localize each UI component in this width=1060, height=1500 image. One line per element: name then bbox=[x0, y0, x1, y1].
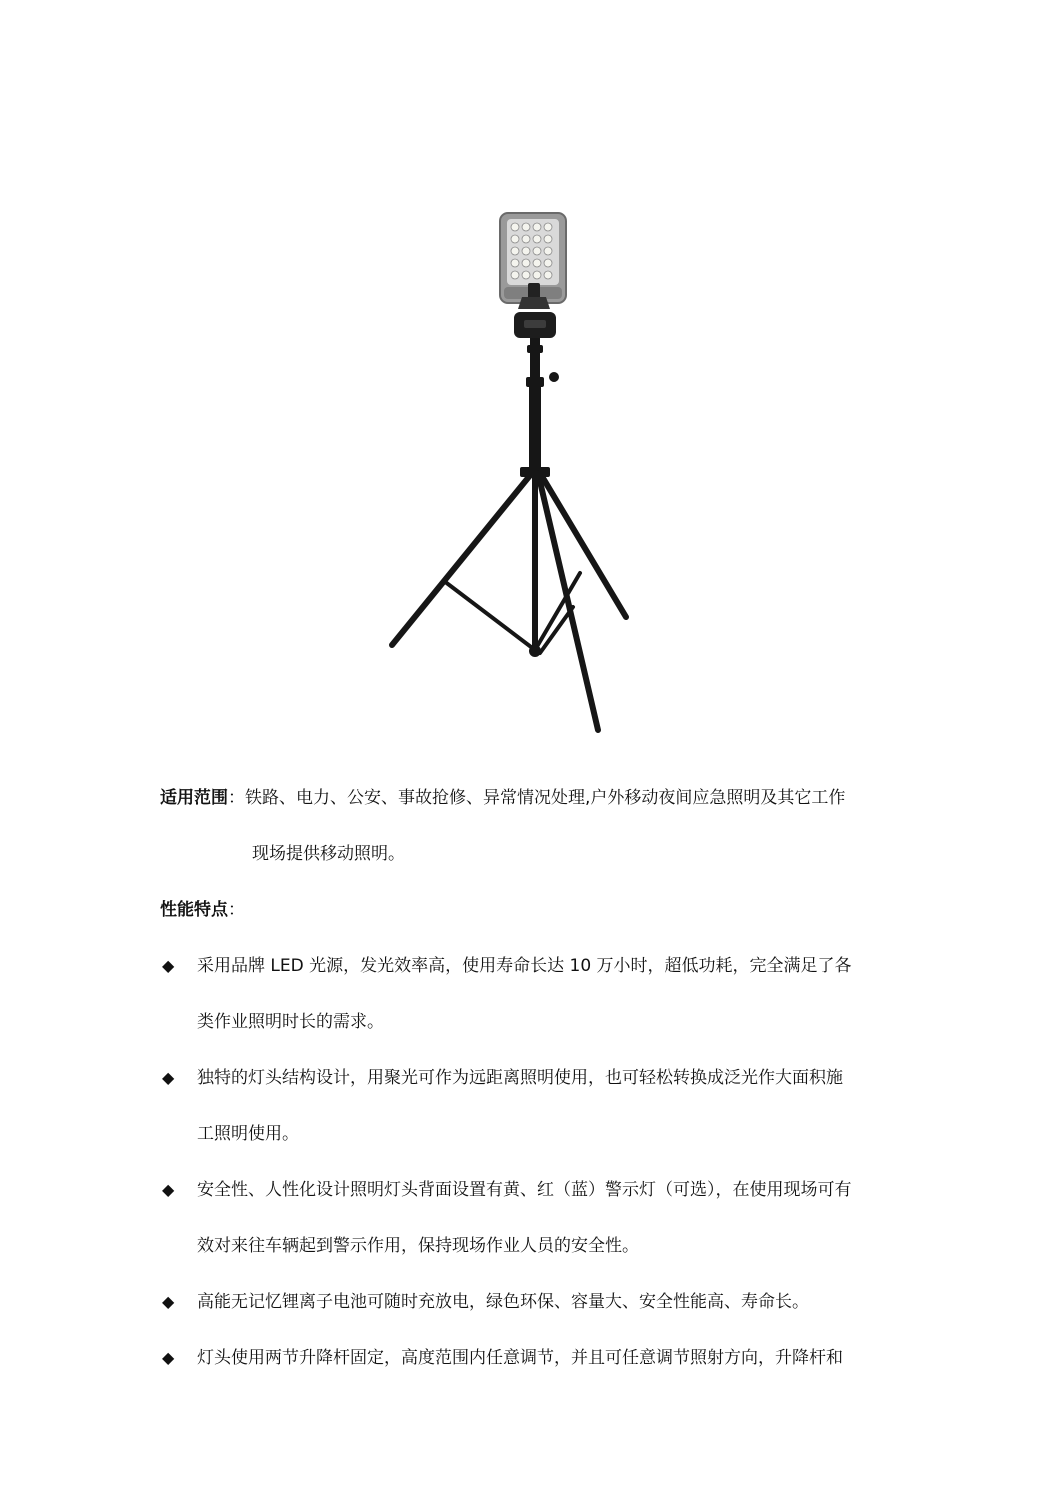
features-label: 性能特点 bbox=[160, 900, 228, 920]
product-image bbox=[380, 205, 640, 745]
bullet-icon: ◆ bbox=[162, 1292, 175, 1311]
application-label: 适用范围 bbox=[160, 788, 228, 808]
feature-1-line-2: 类作业照明时长的需求。 bbox=[197, 1012, 384, 1032]
feature-2-line-1: 独特的灯头结构设计，用聚光可作为远距离照明使用，也可轻松转换成泛光作大面积施 bbox=[197, 1068, 843, 1088]
bullet-icon: ◆ bbox=[162, 1180, 175, 1199]
tripod-legs bbox=[392, 473, 626, 730]
battery-box bbox=[514, 312, 556, 338]
bullet-icon: ◆ bbox=[162, 956, 175, 975]
feature-5-line-1: 灯头使用两节升降杆固定，高度范围内任意调节，并且可任意调节照射方向，升降杆和 bbox=[197, 1348, 843, 1368]
application-text-2: 现场提供移动照明。 bbox=[252, 844, 405, 864]
features-heading bbox=[160, 896, 245, 924]
feature-4-line-1: 高能无记忆锂离子电池可随时充放电，绿色环保、容量大、安全性能高、寿命长。 bbox=[197, 1292, 809, 1312]
feature-1-line-1: 采用品牌 LED 光源，发光效率高，使用寿命长达 10 万小时，超低功耗，完全满足了各 bbox=[197, 956, 852, 976]
application-line-1 bbox=[160, 784, 845, 812]
feature-3-line-1: 安全性、人性化设计照明灯头背面设置有黄、红（蓝）警示灯（可选），在使用现场可有 bbox=[197, 1180, 852, 1200]
telescopic-pole bbox=[520, 338, 559, 477]
feature-2-line-2: 工照明使用。 bbox=[197, 1124, 299, 1144]
feature-3-line-2: 效对来往车辆起到警示作用，保持现场作业人员的安全性。 bbox=[197, 1236, 639, 1256]
bullet-icon: ◆ bbox=[162, 1348, 175, 1367]
application-text-1: 铁路、电力、公安、事故抢修、异常情况处理,户外移动夜间应急照明及其它工作 bbox=[245, 788, 846, 808]
features-separator: ： bbox=[228, 900, 245, 920]
bullet-icon: ◆ bbox=[162, 1068, 175, 1087]
application-separator: ： bbox=[228, 788, 245, 808]
